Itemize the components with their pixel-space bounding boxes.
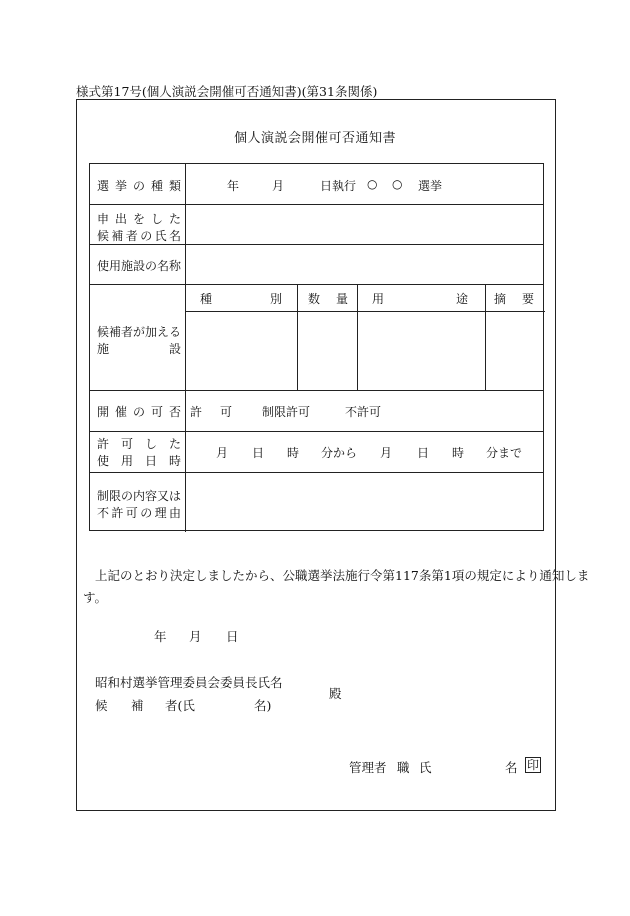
month-text: 月 xyxy=(272,179,285,193)
manager-name-suffix: 名 xyxy=(505,760,518,775)
candidate-facilities-label: 候補者が加える 施設 xyxy=(97,325,182,356)
seal-mark xyxy=(525,757,541,773)
facility-col-divider xyxy=(357,284,358,390)
recipient-prefix1: 候 xyxy=(95,698,108,713)
row-divider xyxy=(90,284,543,285)
remarks-header: 摘要 xyxy=(494,292,534,306)
approval-label: 開催の可否 xyxy=(97,405,181,419)
row-divider xyxy=(90,431,543,432)
circle-placeholder: ○ xyxy=(392,177,403,191)
label-column-divider xyxy=(185,164,186,532)
facility-col-divider xyxy=(297,284,298,390)
month-to: 月 xyxy=(380,446,393,460)
date-day: 日 xyxy=(226,629,239,644)
recipient-prefix3: 者(氏 xyxy=(165,698,195,713)
kind-header: 種別 xyxy=(200,292,282,306)
minute-from: 分から xyxy=(321,446,358,460)
permit-option: 許可 xyxy=(190,405,232,419)
year-text: 年 xyxy=(227,179,240,193)
row-divider xyxy=(90,244,543,245)
reason-label: 制限の内容又は 不許可の理由 xyxy=(97,489,182,520)
honorific: 殿 xyxy=(329,686,342,701)
manager-title: 職 xyxy=(397,760,410,775)
document-title: 個人演説会開催可否通知書 xyxy=(233,131,396,146)
candidate-name-label: 申出をした 候補者の氏名 xyxy=(97,212,181,243)
subheader-divider xyxy=(185,311,545,312)
month-from: 月 xyxy=(216,446,229,460)
manager-label: 管理者 xyxy=(349,760,387,775)
day-exec-text: 日執行 xyxy=(320,179,357,193)
date-year: 年 xyxy=(154,629,167,644)
day-from: 日 xyxy=(252,446,265,460)
facility-col-divider xyxy=(485,284,486,390)
hour-to: 時 xyxy=(452,446,465,460)
facility-name-label: 使用施設の名称 xyxy=(97,259,182,273)
notice-text-line2: す。 xyxy=(83,590,108,605)
row-divider xyxy=(90,390,543,391)
day-to: 日 xyxy=(417,446,430,460)
recipient-prefix2: 補 xyxy=(131,698,144,713)
minute-to: 分まで xyxy=(486,446,523,460)
sender-name: 昭和村選挙管理委員会委員長氏名 xyxy=(95,675,283,690)
circle-placeholder: ○ xyxy=(367,177,378,191)
hour-from: 時 xyxy=(287,446,300,460)
row-divider xyxy=(90,204,543,205)
date-month: 月 xyxy=(189,629,202,644)
recipient-suffix: 名) xyxy=(254,698,272,713)
election-text: 選挙 xyxy=(418,179,443,193)
use-header: 用途 xyxy=(372,292,468,306)
notice-text-line1: 上記のとおり決定しましたから、公職選挙法施行令第117条第1項の規定により通知しま xyxy=(95,568,590,583)
permitted-datetime-label: 許可した 使用日時 xyxy=(97,437,181,468)
election-type-label: 選挙の種類 xyxy=(97,179,181,193)
limited-permit-option: 制限許可 xyxy=(262,405,311,419)
manager-name-prefix: 氏 xyxy=(419,760,432,775)
form-number-label: 様式第17号(個人演説会開催可否通知書)(第31条関係) xyxy=(76,84,378,99)
denied-option: 不許可 xyxy=(345,405,382,419)
row-divider xyxy=(90,472,543,473)
quantity-header: 数量 xyxy=(308,292,348,306)
seal-icon: 印 xyxy=(527,758,540,772)
